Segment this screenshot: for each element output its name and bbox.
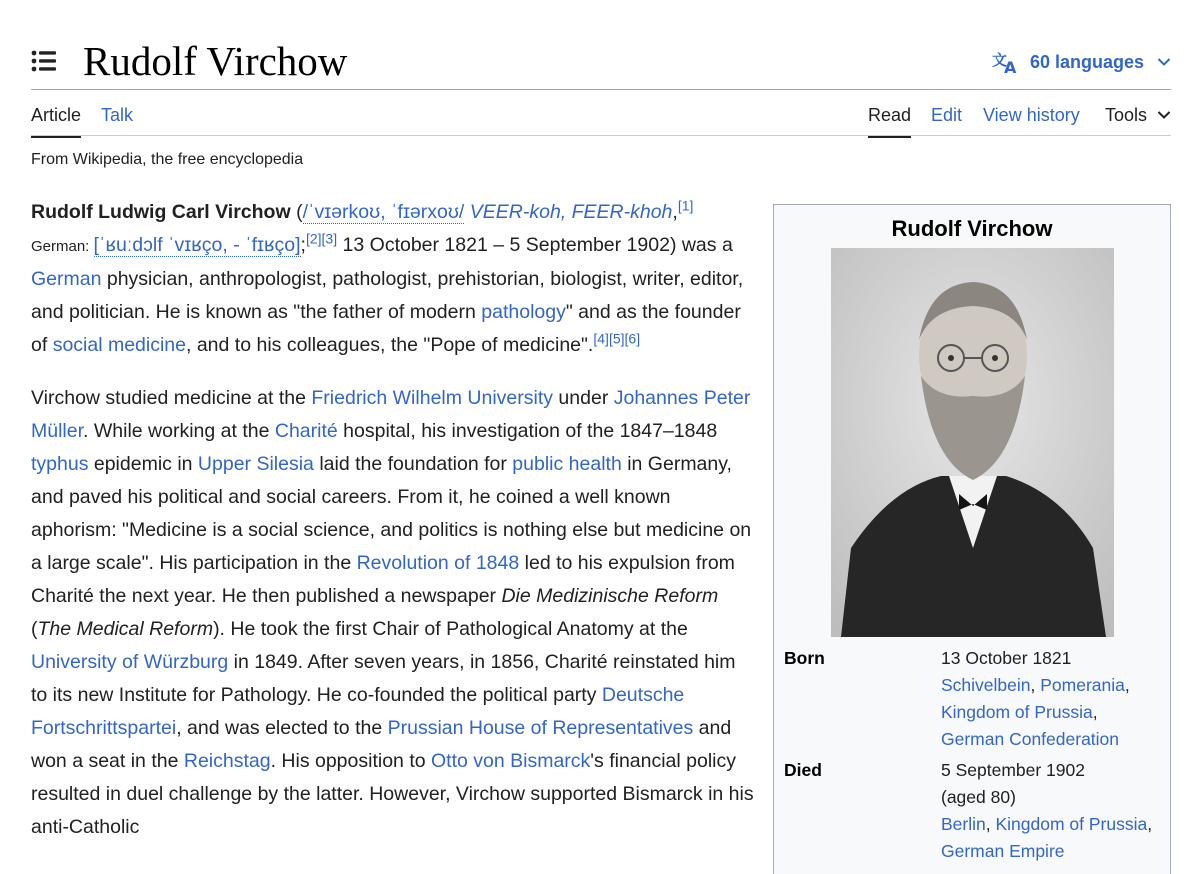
german-label: German: bbox=[31, 238, 94, 255]
page-title: Rudolf Virchow bbox=[83, 38, 348, 84]
tools-label: Tools bbox=[1104, 105, 1147, 125]
died-age: (aged 80) bbox=[941, 787, 1016, 807]
link-berlin[interactable]: Berlin bbox=[941, 814, 986, 834]
link-university-of-wurzburg[interactable]: University of Würzburg bbox=[31, 651, 229, 673]
link-social-medicine[interactable]: social medicine bbox=[52, 334, 186, 356]
citation-3[interactable]: [3] bbox=[321, 230, 338, 247]
infobox bbox=[773, 204, 1171, 874]
ipa-german-link[interactable]: [ˈʁuːdɔlf ˈvɪʁço, - ˈfɪʁço] bbox=[93, 234, 301, 256]
respelling-link[interactable]: VEER-koh, FEER-khoh bbox=[469, 201, 673, 223]
link-prussian-house-of-representatives[interactable]: Prussian House of Representatives bbox=[387, 717, 694, 739]
chevron-down-icon bbox=[1157, 57, 1171, 67]
link-friedrich-wilhelm-university[interactable]: Friedrich Wilhelm University bbox=[311, 387, 554, 409]
citation-6[interactable]: [6] bbox=[624, 330, 641, 347]
link-german[interactable]: German bbox=[31, 268, 102, 290]
svg-text:文: 文 bbox=[991, 51, 1007, 69]
citation-4[interactable]: [4] bbox=[593, 330, 609, 347]
citation-2[interactable]: [2] bbox=[305, 230, 322, 247]
born-label: Born bbox=[784, 648, 825, 668]
svg-text:A: A bbox=[1003, 58, 1017, 74]
tab-talk[interactable]: Talk bbox=[101, 105, 134, 125]
hamburger-list-icon[interactable] bbox=[31, 50, 57, 72]
link-pomerania[interactable]: Pomerania bbox=[1040, 675, 1125, 695]
portrait-photo[interactable] bbox=[831, 248, 1114, 637]
link-pathology[interactable]: pathology bbox=[481, 301, 566, 323]
link-kingdom-of-prussia[interactable]: Kingdom of Prussia bbox=[941, 702, 1093, 722]
infobox-title: Rudolf Virchow bbox=[891, 216, 1053, 241]
tab-edit[interactable]: Edit bbox=[931, 105, 963, 125]
link-german-empire[interactable]: German Empire bbox=[941, 841, 1065, 861]
link-upper-silesia[interactable]: Upper Silesia bbox=[197, 453, 314, 475]
career-paragraph: Virchow studied medicine at the Friedrich Wilhelm University under Johannes Peter Müller. While working at the Charité hospital, his investigation of the 1847–1848 typhus epidemic in Upper Silesia laid the foundation for public health in Germany, and paved his political and social careers. From it, he coined a well known aphorism: "Medicine is a social science, and politics is nothing else but medicine on a large scale". His participation in the Revolution of 1848 led to his expulsion from Charité the next year. He then published a newspaper Die Medizinische Reform (The Medical Reform). He took the first Chair of Pathological Anatomy at the University of Würzburg in 1849. After seven years, in 1856, Charité reinstated him to its new Institute for Pathology. He co-founded the political party Deutsche Fortschrittspartei, and was elected to the Prussian House of Representatives and won a seat in the Reichstag. His opposition to Otto von Bismarck's financial policy resulted in duel challenge by the latter. However, Virchow supported Bismarck in his anti-Catholic bbox=[31, 387, 754, 838]
intro-paragraph: Rudolf Ludwig Carl Virchow (/ˈvɪərkoʊ, ˈfɪərxoʊ/ VEER-koh, FEER-khoh,[1] German: [ˈʁuːdɔlf ˈvɪʁço, - ˈfɪʁço];[2][3] 13 October 1821 – 5 September 1902) was a German physician, anthropologist, pathologist, prehistorian, biologist, writer, editor, and politician. He is known as "the father of modern pathology" and as the founder of social medicine, and to his colleagues, the "Pope of medicine".[4][5][6] bbox=[31, 197, 744, 356]
tab-view-history[interactable]: View history bbox=[983, 105, 1080, 125]
born-date: 13 October 1821 bbox=[941, 648, 1072, 668]
page-header bbox=[31, 38, 1171, 90]
subject-name: Rudolf Ludwig Carl Virchow bbox=[31, 201, 291, 223]
article-body bbox=[31, 196, 756, 864]
languages-label: 60 languages bbox=[1029, 51, 1144, 72]
link-charite[interactable]: Charité bbox=[274, 420, 338, 442]
citation-5[interactable]: [5] bbox=[608, 330, 625, 347]
languages-button[interactable] bbox=[992, 49, 1171, 75]
died-value: 5 September 1902 (aged 80) Berlin, Kingdom of Prussia, German Empire bbox=[941, 760, 1153, 861]
tab-read[interactable]: Read bbox=[868, 104, 911, 138]
link-public-health[interactable]: public health bbox=[512, 453, 622, 475]
page-tabs bbox=[31, 90, 1171, 136]
tab-article[interactable]: Article bbox=[31, 104, 81, 138]
link-reichstag[interactable]: Reichstag bbox=[183, 750, 271, 772]
site-tagline: From Wikipedia, the free encyclopedia bbox=[31, 151, 304, 168]
link-deutsche-fortschrittspartei[interactable]: Deutsche Fortschrittspartei bbox=[31, 684, 685, 739]
link-schivelbein[interactable]: Schivelbein bbox=[941, 675, 1031, 695]
link-kingdom-of-prussia[interactable]: Kingdom of Prussia bbox=[995, 814, 1148, 834]
chevron-down-icon bbox=[1157, 110, 1171, 120]
link-german-confederation[interactable]: German Confederation bbox=[941, 729, 1120, 749]
citation-1[interactable]: [1] bbox=[677, 197, 694, 214]
born-value: 13 October 1821 Schivelbein, Pomerania, Kingdom of Prussia, German Confederation bbox=[941, 648, 1130, 749]
link-revolution-of-1848[interactable]: Revolution of 1848 bbox=[356, 552, 520, 574]
died-date: 5 September 1902 bbox=[941, 760, 1085, 780]
link-typhus[interactable]: typhus bbox=[31, 453, 89, 475]
died-label: Died bbox=[784, 760, 822, 780]
link-johannes-peter-muller[interactable]: Johannes Peter Müller bbox=[31, 387, 751, 442]
tools-dropdown[interactable] bbox=[1105, 104, 1171, 126]
ipa-english-link[interactable]: /ˈvɪərkoʊ, ˈfɪərxoʊ/ bbox=[302, 201, 465, 223]
translate-icon bbox=[992, 50, 1020, 74]
link-otto-von-bismarck[interactable]: Otto von Bismarck bbox=[431, 750, 591, 772]
